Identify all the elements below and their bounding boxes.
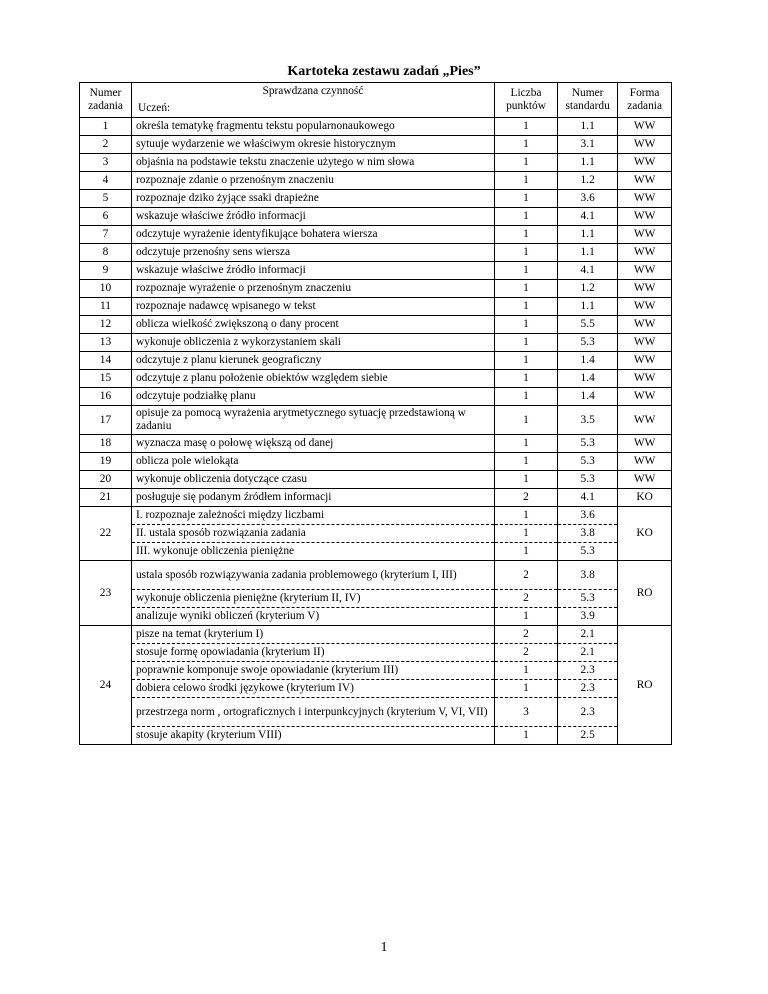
task-skill: odczytuje z planu położenie obiektów względem siebie [131, 370, 494, 388]
task-points: 1 [494, 525, 557, 543]
task-skill: objaśnia na podstawie tekstu znaczenie użytego w nim słowa [131, 154, 494, 172]
task-skill: sytuuje wydarzenie we właściwym okresie historycznym [131, 136, 494, 154]
table-row [80, 172, 672, 190]
task-points: 1 [494, 662, 557, 680]
task-form: WW [618, 118, 672, 136]
task-standard: 2.3 [558, 662, 618, 680]
task-table [79, 82, 672, 745]
table-row [80, 590, 672, 608]
task-points: 1 [494, 406, 557, 435]
task-form: WW [618, 280, 672, 298]
task-form: WW [618, 244, 672, 262]
header-standard: Numer standardu [558, 83, 618, 118]
header-liczba: Liczba punktów [494, 83, 557, 118]
task-form: WW [618, 334, 672, 352]
table-row [80, 136, 672, 154]
task-standard: 2.3 [558, 698, 618, 727]
task-skill: oblicza wielkość zwiększoną o dany procent [131, 316, 494, 334]
task-standard: 3.9 [558, 608, 618, 626]
task-standard: 5.3 [558, 590, 618, 608]
task-form: WW [618, 352, 672, 370]
table-row [80, 680, 672, 698]
task-skill: wykonuje obliczenia pieniężne (kryterium II, IV) [131, 590, 494, 608]
task-form: WW [618, 453, 672, 471]
task-skill: stosuje formę opowiadania (kryterium II) [131, 644, 494, 662]
task-points: 1 [494, 435, 557, 453]
task-skill: poprawnie komponuje swoje opowiadanie (kryterium III) [131, 662, 494, 680]
task-form: WW [618, 316, 672, 334]
task-standard: 1.1 [558, 118, 618, 136]
header-uczen-label: Uczeń: [137, 102, 171, 114]
task-standard: 1.4 [558, 370, 618, 388]
task-skill: rozpoznaje wyrażenie o przenośnym znaczeniu [131, 280, 494, 298]
task-points: 1 [494, 244, 557, 262]
task-points: 1 [494, 727, 557, 745]
task-standard: 5.3 [558, 471, 618, 489]
task-points: 1 [494, 316, 557, 334]
table-row [80, 543, 672, 561]
task-points: 1 [494, 154, 557, 172]
table-row [80, 280, 672, 298]
task-skill: przestrzega norm , ortograficznych i interpunkcyjnych (kryterium V, VI, VII) [131, 698, 494, 727]
task-skill: posługuje się podanym źródłem informacji [131, 489, 494, 507]
task-skill: odczytuje podziałkę planu [131, 388, 494, 406]
task-form: WW [618, 406, 672, 435]
task-skill: I. rozpoznaje zależności między liczbami [131, 507, 494, 525]
task-standard: 1.1 [558, 226, 618, 244]
task-points: 1 [494, 118, 557, 136]
task-points: 1 [494, 208, 557, 226]
task-form: RO [618, 561, 672, 626]
task-standard: 2.5 [558, 727, 618, 745]
task-number: 20 [80, 471, 132, 489]
task-number: 7 [80, 226, 132, 244]
table-row [80, 471, 672, 489]
task-form: KO [618, 507, 672, 561]
task-number: 19 [80, 453, 132, 471]
task-standard: 3.6 [558, 190, 618, 208]
task-skill: odczytuje przenośny sens wiersza [131, 244, 494, 262]
task-points: 1 [494, 298, 557, 316]
task-number: 8 [80, 244, 132, 262]
table-row [80, 370, 672, 388]
task-number: 22 [80, 507, 132, 561]
task-form: WW [618, 172, 672, 190]
task-skill: opisuje za pomocą wyrażenia arytmetycznego sytuację przedstawioną w zadaniu [131, 406, 494, 435]
task-number: 2 [80, 136, 132, 154]
task-standard: 5.5 [558, 316, 618, 334]
task-standard: 1.1 [558, 244, 618, 262]
task-number: 17 [80, 406, 132, 435]
task-points: 2 [494, 626, 557, 644]
task-points: 1 [494, 280, 557, 298]
task-standard: 3.8 [558, 525, 618, 543]
task-standard: 1.2 [558, 280, 618, 298]
task-standard: 1.4 [558, 388, 618, 406]
task-standard: 1.1 [558, 154, 618, 172]
page-number: 1 [380, 940, 388, 955]
table-row [80, 561, 672, 590]
task-form: WW [618, 370, 672, 388]
table-row [80, 525, 672, 543]
task-points: 1 [494, 608, 557, 626]
task-standard: 5.3 [558, 453, 618, 471]
task-skill: odczytuje wyrażenie identyfikujące bohatera wiersza [131, 226, 494, 244]
task-form: WW [618, 190, 672, 208]
task-skill: oblicza pole wielokąta [131, 453, 494, 471]
table-row [80, 662, 672, 680]
table-row [80, 262, 672, 280]
task-standard: 5.3 [558, 334, 618, 352]
task-number: 5 [80, 190, 132, 208]
task-number: 23 [80, 561, 132, 626]
task-skill: rozpoznaje nadawcę wpisanego w tekst [131, 298, 494, 316]
task-skill: wykonuje obliczenia z wykorzystaniem skali [131, 334, 494, 352]
task-form: WW [618, 208, 672, 226]
task-form: RO [618, 626, 672, 745]
task-standard: 4.1 [558, 489, 618, 507]
task-points: 2 [494, 489, 557, 507]
task-number: 18 [80, 435, 132, 453]
task-form: WW [618, 262, 672, 280]
task-points: 1 [494, 172, 557, 190]
header-forma: Forma zadania [618, 83, 672, 118]
table-row [80, 352, 672, 370]
task-number: 15 [80, 370, 132, 388]
task-number: 12 [80, 316, 132, 334]
table-row [80, 226, 672, 244]
table-row [80, 388, 672, 406]
task-skill: wskazuje właściwe źródło informacji [131, 208, 494, 226]
task-skill: II. ustala sposób rozwiązania zadania [131, 525, 494, 543]
table-row [80, 190, 672, 208]
table-header [80, 83, 672, 118]
task-number: 4 [80, 172, 132, 190]
task-number: 10 [80, 280, 132, 298]
task-points: 1 [494, 334, 557, 352]
task-skill: odczytuje z planu kierunek geograficzny [131, 352, 494, 370]
table-row [80, 489, 672, 507]
task-form: WW [618, 471, 672, 489]
task-form: WW [618, 136, 672, 154]
task-number: 14 [80, 352, 132, 370]
task-number: 24 [80, 626, 132, 745]
table-row [80, 507, 672, 525]
task-skill: dobiera celowo środki językowe (kryterium IV) [131, 680, 494, 698]
task-number: 16 [80, 388, 132, 406]
task-points: 3 [494, 698, 557, 727]
task-points: 1 [494, 226, 557, 244]
task-standard: 5.3 [558, 435, 618, 453]
task-standard: 1.1 [558, 298, 618, 316]
task-number: 1 [80, 118, 132, 136]
task-skill: wskazuje właściwe źródło informacji [131, 262, 494, 280]
task-points: 1 [494, 680, 557, 698]
task-standard: 3.8 [558, 561, 618, 590]
task-points: 2 [494, 561, 557, 590]
task-standard: 1.4 [558, 352, 618, 370]
task-points: 1 [494, 136, 557, 154]
table-row [80, 154, 672, 172]
task-standard: 3.5 [558, 406, 618, 435]
header-sprawdzana [131, 83, 494, 118]
task-standard: 3.6 [558, 507, 618, 525]
header-sprawdzana-label: Sprawdzana czynność [262, 85, 364, 97]
task-form: WW [618, 226, 672, 244]
task-number: 13 [80, 334, 132, 352]
table-row [80, 727, 672, 745]
task-form: KO [618, 489, 672, 507]
task-points: 1 [494, 352, 557, 370]
task-standard: 4.1 [558, 208, 618, 226]
task-number: 21 [80, 489, 132, 507]
task-number: 6 [80, 208, 132, 226]
table-row [80, 208, 672, 226]
task-number: 3 [80, 154, 132, 172]
table-row [80, 698, 672, 727]
task-points: 1 [494, 370, 557, 388]
task-points: 1 [494, 262, 557, 280]
table-row [80, 453, 672, 471]
task-skill: III. wykonuje obliczenia pieniężne [131, 543, 494, 561]
table-row [80, 644, 672, 662]
task-points: 2 [494, 644, 557, 662]
task-skill: wykonuje obliczenia dotyczące czasu [131, 471, 494, 489]
task-standard: 3.1 [558, 136, 618, 154]
task-form: WW [618, 298, 672, 316]
task-skill: ustala sposób rozwiązywania zadania problemowego (kryterium I, III) [131, 561, 494, 590]
task-form: WW [618, 154, 672, 172]
page-title: Kartoteka zestawu zadań „Pies” [287, 64, 481, 79]
task-number: 11 [80, 298, 132, 316]
task-skill: wyznacza masę o połowę większą od danej [131, 435, 494, 453]
table-row [80, 334, 672, 352]
task-skill: określa tematykę fragmentu tekstu popularnonaukowego [131, 118, 494, 136]
task-skill: pisze na temat (kryterium I) [131, 626, 494, 644]
task-points: 1 [494, 190, 557, 208]
task-standard: 4.1 [558, 262, 618, 280]
task-standard: 1.2 [558, 172, 618, 190]
task-standard: 5.3 [558, 543, 618, 561]
task-form: WW [618, 388, 672, 406]
table-row [80, 435, 672, 453]
task-number: 9 [80, 262, 132, 280]
task-points: 1 [494, 507, 557, 525]
task-points: 1 [494, 471, 557, 489]
task-skill: rozpoznaje dziko żyjące ssaki drapieżne [131, 190, 494, 208]
header-numer: Numer zadania [80, 83, 132, 118]
table-row [80, 298, 672, 316]
task-skill: analizuje wyniki obliczeń (kryterium V) [131, 608, 494, 626]
table-row [80, 316, 672, 334]
table-row [80, 244, 672, 262]
table-row [80, 406, 672, 435]
task-points: 1 [494, 388, 557, 406]
task-skill: stosuje akapity (kryterium VIII) [131, 727, 494, 745]
task-points: 1 [494, 453, 557, 471]
task-points: 2 [494, 590, 557, 608]
task-standard: 2.1 [558, 626, 618, 644]
task-points: 1 [494, 543, 557, 561]
task-standard: 2.1 [558, 644, 618, 662]
task-standard: 2.3 [558, 680, 618, 698]
task-form: WW [618, 435, 672, 453]
table-row [80, 626, 672, 644]
task-skill: rozpoznaje zdanie o przenośnym znaczeniu [131, 172, 494, 190]
table-row [80, 118, 672, 136]
table-row [80, 608, 672, 626]
